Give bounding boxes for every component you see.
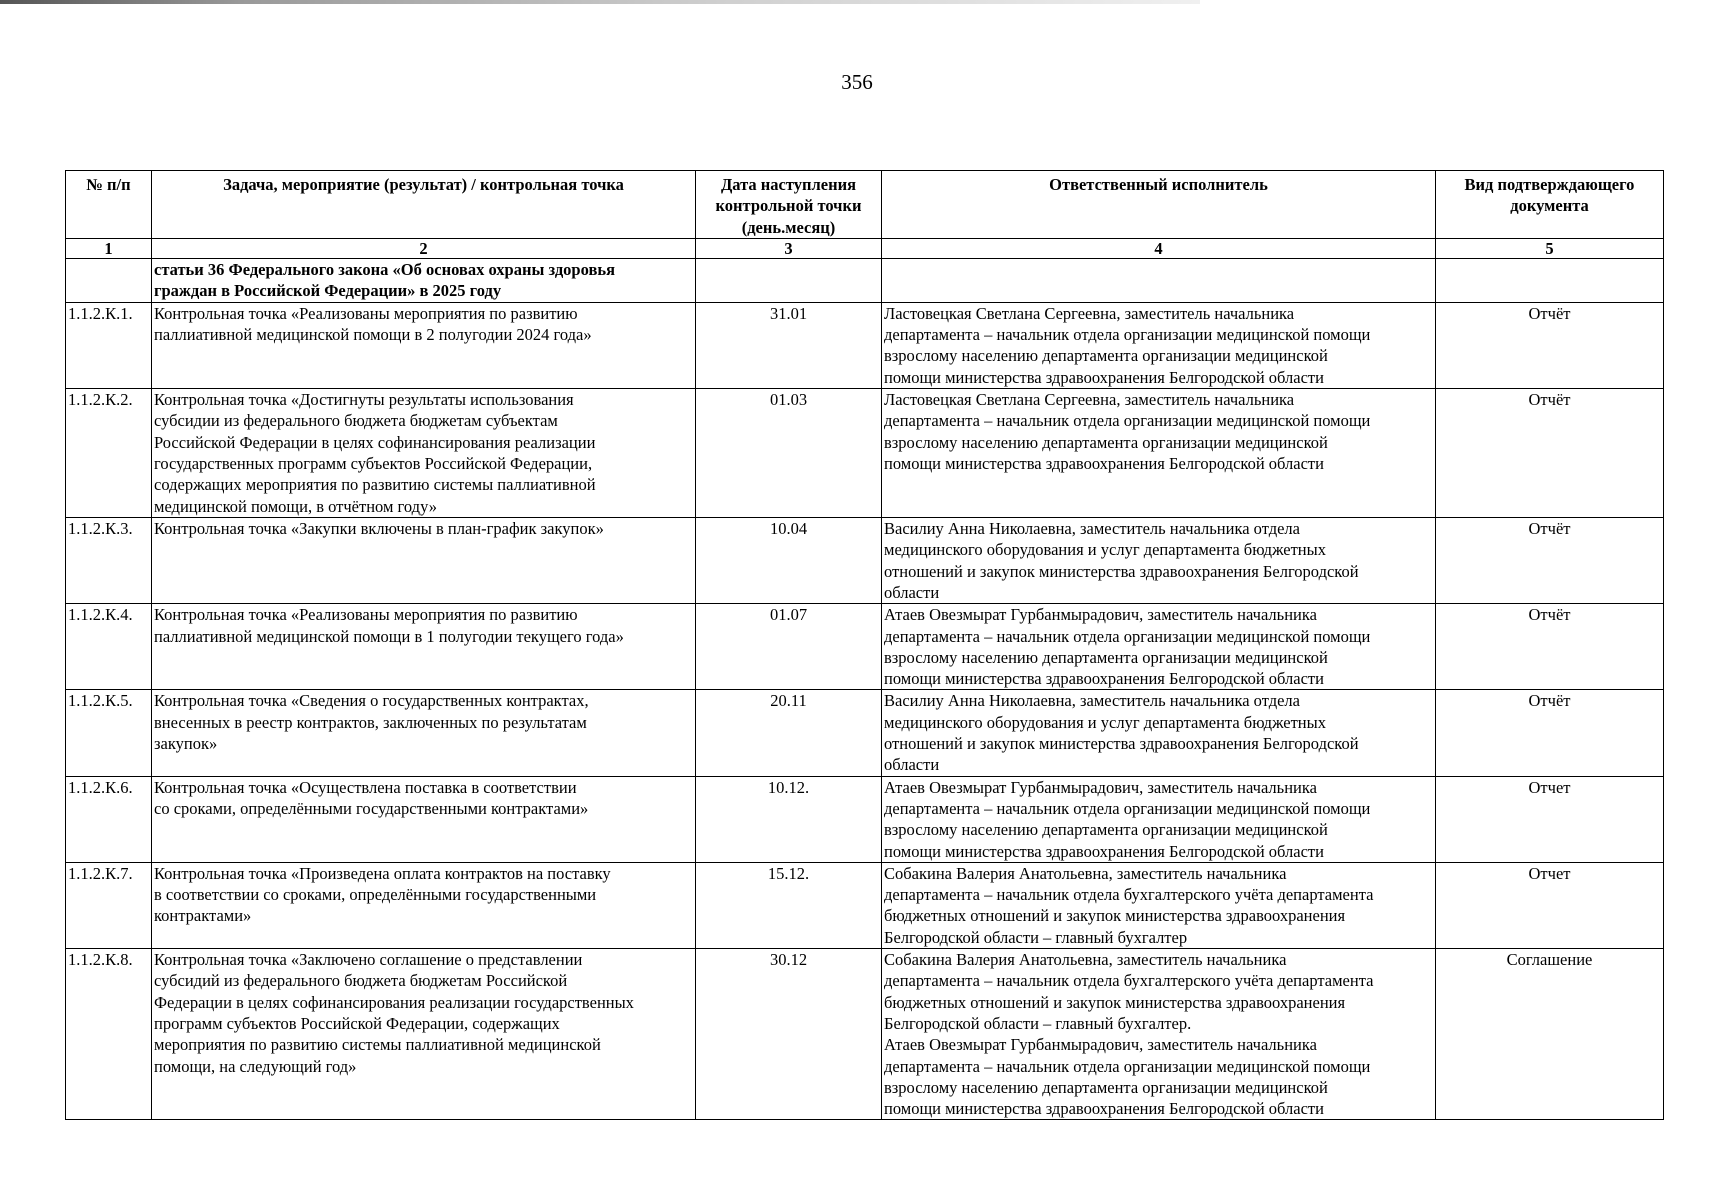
row-task-line: Контрольная точка «Произведена оплата контрактов на поставку <box>154 863 611 883</box>
row-task-line: контрактами» <box>154 906 252 926</box>
row-task-line: Контрольная точка «Сведения о государственных контрактах, <box>154 691 589 711</box>
row-responsible-line: помощи министерства здравоохранения Белгородской области <box>884 841 1324 861</box>
row-task-line: паллиативной медицинской помощи в 1 полугодии текущего года» <box>154 626 624 646</box>
row-responsible <box>882 690 1436 776</box>
column-number: 2 <box>152 238 696 258</box>
header-responsible: Ответственный исполнитель <box>882 171 1436 239</box>
header-task: Задача, мероприятие (результат) / контрольная точка <box>152 171 696 239</box>
row-task <box>152 776 696 862</box>
row-responsible-line: Собакина Валерия Анатольевна, заместитель начальника <box>884 950 1287 970</box>
row-responsible-line: департамента – начальник отдела организации медицинской помощи <box>884 325 1371 345</box>
row-task-line: в соответствии со сроками, определёнными государственными <box>154 885 597 905</box>
header-num: № п/п <box>66 171 152 239</box>
row-number: 1.1.2.К.7. <box>66 862 152 948</box>
row-responsible-line: департамента – начальник отдела бухгалтерского учёта департамента <box>884 971 1374 991</box>
row-number: 1.1.2.К.3. <box>66 518 152 604</box>
row-number: 1.1.2.К.6. <box>66 776 152 862</box>
row-task-line: Федерации в целях софинансирования реализации государственных <box>154 992 634 1012</box>
row-task-line: содержащих мероприятия по развитию системы паллиативной <box>154 475 596 495</box>
row-document-type: Отчёт <box>1436 302 1664 388</box>
row-responsible-line: отношений и закупок министерства здравоохранения Белгородской <box>884 734 1359 754</box>
table-row <box>66 690 1664 776</box>
row-date: 30.12 <box>696 949 882 1120</box>
column-number: 4 <box>882 238 1436 258</box>
row-task-line: государственных программ субъектов Российской Федерации, <box>154 453 593 473</box>
row-task-line: Контрольная точка «Реализованы мероприятия по развитию <box>154 303 578 323</box>
continuation-date <box>696 258 882 302</box>
row-date: 10.04 <box>696 518 882 604</box>
continuation-row <box>66 258 1664 302</box>
row-responsible-line: взрослому населению департамента организации медицинской <box>884 820 1328 840</box>
column-number: 1 <box>66 238 152 258</box>
row-responsible <box>882 604 1436 690</box>
scan-edge-artifact <box>0 0 1200 4</box>
row-responsible-line: Атаев Овезмырат Гурбанмырадович, заместитель начальника <box>884 777 1317 797</box>
row-responsible <box>882 862 1436 948</box>
row-responsible-line: Атаев Овезмырат Гурбанмырадович, заместитель начальника <box>884 1035 1317 1055</box>
row-responsible-line: взрослому населению департамента организации медицинской <box>884 346 1328 366</box>
row-date: 31.01 <box>696 302 882 388</box>
row-responsible-line: Ластовецкая Светлана Сергеевна, заместитель начальника <box>884 303 1295 323</box>
row-document-type: Соглашение <box>1436 949 1664 1120</box>
row-responsible-line: медицинского оборудования и услуг департамента бюджетных <box>884 540 1326 560</box>
row-number: 1.1.2.К.5. <box>66 690 152 776</box>
row-responsible-line: бюджетных отношений и закупок министерства здравоохранения <box>884 992 1346 1012</box>
continuation-responsible <box>882 258 1436 302</box>
row-responsible-line: помощи министерства здравоохранения Белгородской области <box>884 1099 1324 1119</box>
header-row <box>66 171 1664 239</box>
continuation-num <box>66 258 152 302</box>
row-task <box>152 389 696 518</box>
row-task-line: со сроками, определёнными государственными контрактами» <box>154 798 589 818</box>
header-document: Вид подтверждающего документа <box>1436 171 1664 239</box>
row-responsible-line: Василиу Анна Николаевна, заместитель начальника отдела <box>884 691 1300 711</box>
row-responsible-line: отношений и закупок министерства здравоохранения Белгородской <box>884 561 1359 581</box>
row-document-type: Отчет <box>1436 776 1664 862</box>
control-points-table <box>65 170 1664 1120</box>
row-responsible <box>882 518 1436 604</box>
row-responsible-line: области <box>884 582 940 602</box>
row-task <box>152 690 696 776</box>
row-task-line: субсидии из федерального бюджета бюджетам субъектам <box>154 411 558 431</box>
row-document-type: Отчёт <box>1436 604 1664 690</box>
table-row <box>66 518 1664 604</box>
table-body <box>66 238 1664 1120</box>
row-responsible-line: департамента – начальник отдела бухгалтерского учёта департамента <box>884 885 1374 905</box>
row-responsible-line: Василиу Анна Николаевна, заместитель начальника отдела <box>884 519 1300 539</box>
column-number: 5 <box>1436 238 1664 258</box>
row-task <box>152 949 696 1120</box>
continuation-document <box>1436 258 1664 302</box>
table-row <box>66 776 1664 862</box>
table-row <box>66 604 1664 690</box>
row-responsible-line: департамента – начальник отдела организации медицинской помощи <box>884 626 1371 646</box>
row-task-line: помощи, на следующий год» <box>154 1056 357 1076</box>
row-date: 15.12. <box>696 862 882 948</box>
row-task-line: субсидий из федерального бюджета бюджетам Российской <box>154 971 568 991</box>
row-task-line: Контрольная точка «Закупки включены в план-график закупок» <box>154 519 604 539</box>
row-responsible-line: департамента – начальник отдела организации медицинской помощи <box>884 798 1371 818</box>
row-responsible-line: взрослому населению департамента организации медицинской <box>884 1077 1328 1097</box>
row-task-line: Контрольная точка «Осуществлена поставка в соответствии <box>154 777 577 797</box>
row-responsible-line: бюджетных отношений и закупок министерства здравоохранения <box>884 906 1346 926</box>
row-document-type: Отчёт <box>1436 518 1664 604</box>
row-task-line: программ субъектов Российской Федерации, содержащих <box>154 1013 560 1033</box>
row-task-line: паллиативной медицинской помощи в 2 полугодии 2024 года» <box>154 325 592 345</box>
row-responsible-line: Ластовецкая Светлана Сергеевна, заместитель начальника <box>884 390 1295 410</box>
row-document-type: Отчёт <box>1436 389 1664 518</box>
row-date: 20.11 <box>696 690 882 776</box>
row-task-line: Контрольная точка «Достигнуты результаты использования <box>154 390 574 410</box>
row-responsible-line: Собакина Валерия Анатольевна, заместитель начальника <box>884 863 1287 883</box>
row-responsible <box>882 776 1436 862</box>
table-row <box>66 302 1664 388</box>
continuation-task <box>152 258 696 302</box>
row-task-line: Контрольная точка «Реализованы мероприятия по развитию <box>154 605 578 625</box>
row-responsible-line: Атаев Овезмырат Гурбанмырадович, заместитель начальника <box>884 605 1317 625</box>
row-responsible-line: взрослому населению департамента организации медицинской <box>884 432 1328 452</box>
row-responsible-line: взрослому населению департамента организации медицинской <box>884 647 1328 667</box>
row-date: 01.03 <box>696 389 882 518</box>
column-number: 3 <box>696 238 882 258</box>
row-number: 1.1.2.К.2. <box>66 389 152 518</box>
row-task-line: Контрольная точка «Заключено соглашение о представлении <box>154 950 583 970</box>
continuation-task-line: статьи 36 Федерального закона «Об основах охраны здоровья <box>154 259 616 279</box>
row-number: 1.1.2.К.1. <box>66 302 152 388</box>
row-task-line: Российской Федерации в целях софинансирования реализации <box>154 432 596 452</box>
continuation-task-line: граждан в Российской Федерации» в 2025 году <box>154 281 502 301</box>
row-task <box>152 862 696 948</box>
page-number: 356 <box>841 70 873 94</box>
column-number-row <box>66 238 1664 258</box>
header-date: Дата наступления контрольной точки (день.месяц) <box>696 171 882 239</box>
row-task-line: медицинской помощи, в отчётном году» <box>154 496 437 516</box>
row-document-type: Отчет <box>1436 862 1664 948</box>
row-task-line: мероприятия по развитию системы паллиативной медицинской <box>154 1035 601 1055</box>
row-responsible-line: департамента – начальник отдела организации медицинской помощи <box>884 1056 1371 1076</box>
row-task <box>152 518 696 604</box>
row-document-type: Отчёт <box>1436 690 1664 776</box>
row-task-line: внесенных в реестр контрактов, заключенных по результатам <box>154 712 587 732</box>
row-responsible-line: департамента – начальник отдела организации медицинской помощи <box>884 411 1371 431</box>
row-responsible <box>882 389 1436 518</box>
table-row <box>66 389 1664 518</box>
row-responsible-line: помощи министерства здравоохранения Белгородской области <box>884 669 1324 689</box>
row-task <box>152 604 696 690</box>
table-row <box>66 949 1664 1120</box>
row-responsible <box>882 949 1436 1120</box>
row-responsible-line: медицинского оборудования и услуг департамента бюджетных <box>884 712 1326 732</box>
row-date: 01.07 <box>696 604 882 690</box>
row-responsible-line: Белгородской области – главный бухгалтер. <box>884 1013 1192 1033</box>
row-responsible-line: помощи министерства здравоохранения Белгородской области <box>884 367 1324 387</box>
table-row <box>66 862 1664 948</box>
row-date: 10.12. <box>696 776 882 862</box>
row-task-line: закупок» <box>154 734 218 754</box>
row-number: 1.1.2.К.8. <box>66 949 152 1120</box>
row-task <box>152 302 696 388</box>
row-responsible-line: Белгородской области – главный бухгалтер <box>884 927 1188 947</box>
row-number: 1.1.2.К.4. <box>66 604 152 690</box>
row-responsible <box>882 302 1436 388</box>
row-responsible-line: помощи министерства здравоохранения Белгородской области <box>884 453 1324 473</box>
row-responsible-line: области <box>884 755 940 775</box>
